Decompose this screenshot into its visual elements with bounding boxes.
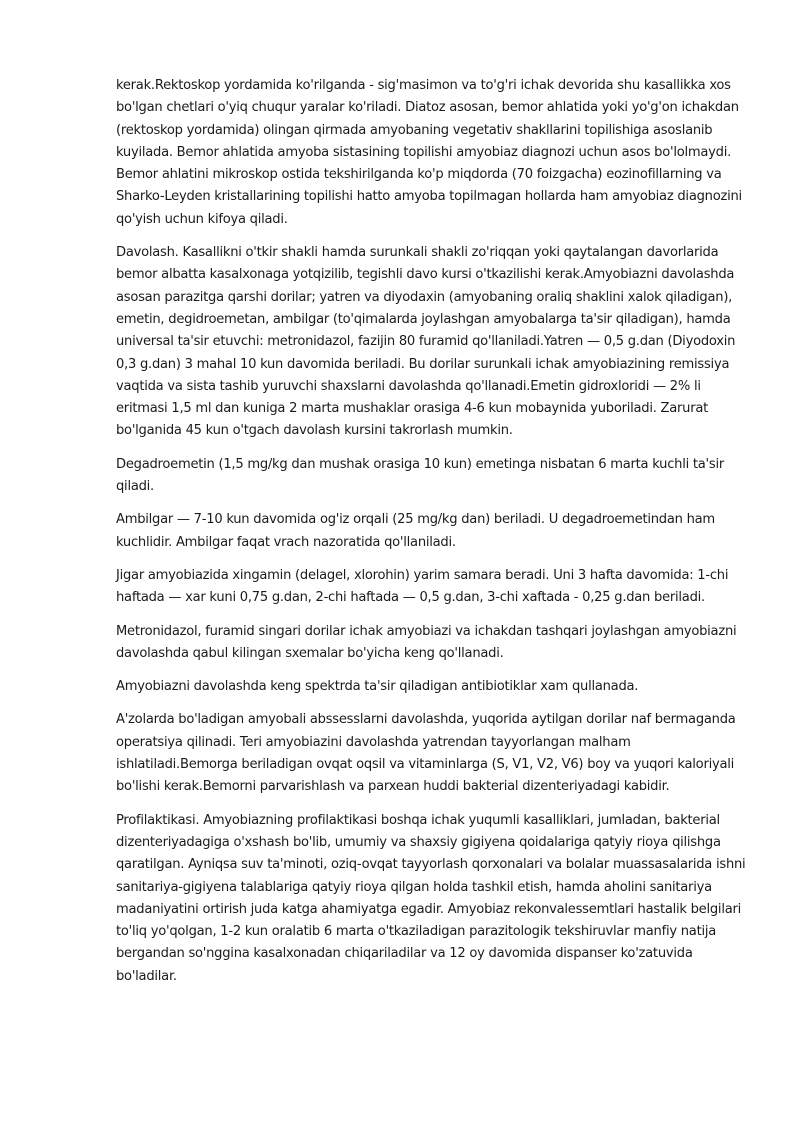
paragraph-diagnosis: kerak.Rektoskop yordamida ko'rilganda - sig'masimon va to'g'ri ichak devorida shu kasallikka xos bo'lgan chetlari o'yiq chuqur yaralar ko'riladi. Diatoz asosan, bemor ahlatida yoki yo'g'on ichakdan (rektoskop yordamida) olingan qirmada amyobaning vegetativ shakllarini topilishiga asoslanib kuyilada. Bemor ahlatida amyoba sistasining topilishi amyobiaz diagnozi uchun asos bo'lolmaydi. Bemor ahlatini mikroskop ostida tekshirilganda ko'p miqdorda (70 foizgacha) eozinofillarning va Sharko-Leyden kristallarining topilishi hatto amyoba topilmagan hollarda ham amyobiaz diagnozini qo'yish uchun kifoya qiladi. [116,78,742,227]
paragraph-treatment: Davolash. Kasallikni o'tkir shakli hamda surunkali shakli zo'riqqan yoki qaytalangan davorlarida bemor albatta kasalxonaga yotqizilib, tegishli davo kursi o'tkazilishi kerak.Amyobiazni davolashda asosan parazitga qarshi dorilar; yatren va diyodaxin (amyobaning oraliq shaklini xalok qiladigan), emetin, degidroemetan, ambilgar (to'qimalarda joylashgan amyobalarga ta'sir qiladigan), hamda universal ta'sir etuvchi: metronidazol, fazijin 80 furamid qo'llaniladi.Yatren — 0,5 g.dan (Diyodoxin 0,3 g.dan) 3 mahal 10 kun davomida beriladi. Bu dorilar surunkali ichak amyobiazining remissiya vaqtida va sista tashib yuruvchi shaxslarni davolashda qo'llanadi.Emetin gidroxloridi — 2% li eritmasi 1,5 ml dan kuniga 2 marta mushaklar orasiga 4-6 kun mobaynida yuboriladi. Zarurat bo'lganida 45 kun o'tgach davolash kursini takrorlash mumkin. [116,245,736,439]
paragraph-antibiotics: Amyobiazni davolashda keng spektrda ta'sir qiladigan antibiotiklar xam qullanada. [116,679,639,695]
paragraph-metronidazol: Metronidazol, furamid singari dorilar ichak amyobiazi va ichakdan tashqari joylashgan amyobiazni davolashda qabul kilingan sxemalar bo'yicha keng qo'llanadi. [116,623,737,661]
paragraph-prophylaxis: Profilaktikasi. Amyobiazning profilaktikasi boshqa ichak yuqumli kasalliklari, jumladan, bakterial dizenteriyadagiga o'xshash bo'lib, umumiy va shaxsiy gigiyena qoidalariga qatyiy rioya qilishga qaratilgan. Ayniqsa suv ta'minoti, oziq-ovqat tayyorlash qorxonalari va bolalar muassasalarida ishni sanitariya-gigiyena talablariga qatyiy rioya qilgan holda tashkil etish, hamda aholini sanitariya madaniyatini ortirish juda katga ahamiyatga egadir. Amyobiaz rekonvalessemtlari hastalik belgilari to'liq yo'qolgan, 1-2 kun oralatib 6 marta o'tkaziladigan parazitologik tekshiruvlar manfiy natija bergandan so'nggina kasalxonadan chiqariladilar va 12 oy davomida dispanser ko'zatuvida bo'ladilar. [116,812,746,984]
paragraph-abscess: A'zolarda bo'ladigan amyobali abssesslarni davolashda, yuqorida aytilgan dorilar naf bermaganda operatsiya qilinadi. Teri amyobiazini davolashda yatrendan tayyorlangan malham ishlatiladi.Bemorga beriladigan ovqat oqsil va vitaminlarga (S, V1, V2, V6) boy va yuqori kaloriyali bo'lishi kerak.Bemorni parvarishlash va parxean huddi bakterial dizenteriyadagi kabidir. [116,712,736,795]
document-page [116,75,748,999]
paragraph-ambilgar: Ambilgar — 7-10 kun davomida og'iz orqali (25 mg/kg dan) beriladi. U degadroemetindan ham kuchlidir. Ambilgar faqat vrach nazoratida qo'llaniladi. [116,512,715,550]
paragraph-degadroemetin: Degadroemetin (1,5 mg/kg dan mushak orasiga 10 kun) emetinga nisbatan 6 marta kuchli ta'sir qiladi. [116,456,724,495]
paragraph-liver-amoebiasis: Jigar amyobiazida xingamin (delagel, xlorohin) yarim samara beradi. Uni 3 hafta davomida: 1-chi haftada — xar kuni 0,75 g.dan, 2-chi haftada — 0,5 g.dan, 3-chi xaftada - 0,25 g.dan beriladi. [116,567,729,606]
